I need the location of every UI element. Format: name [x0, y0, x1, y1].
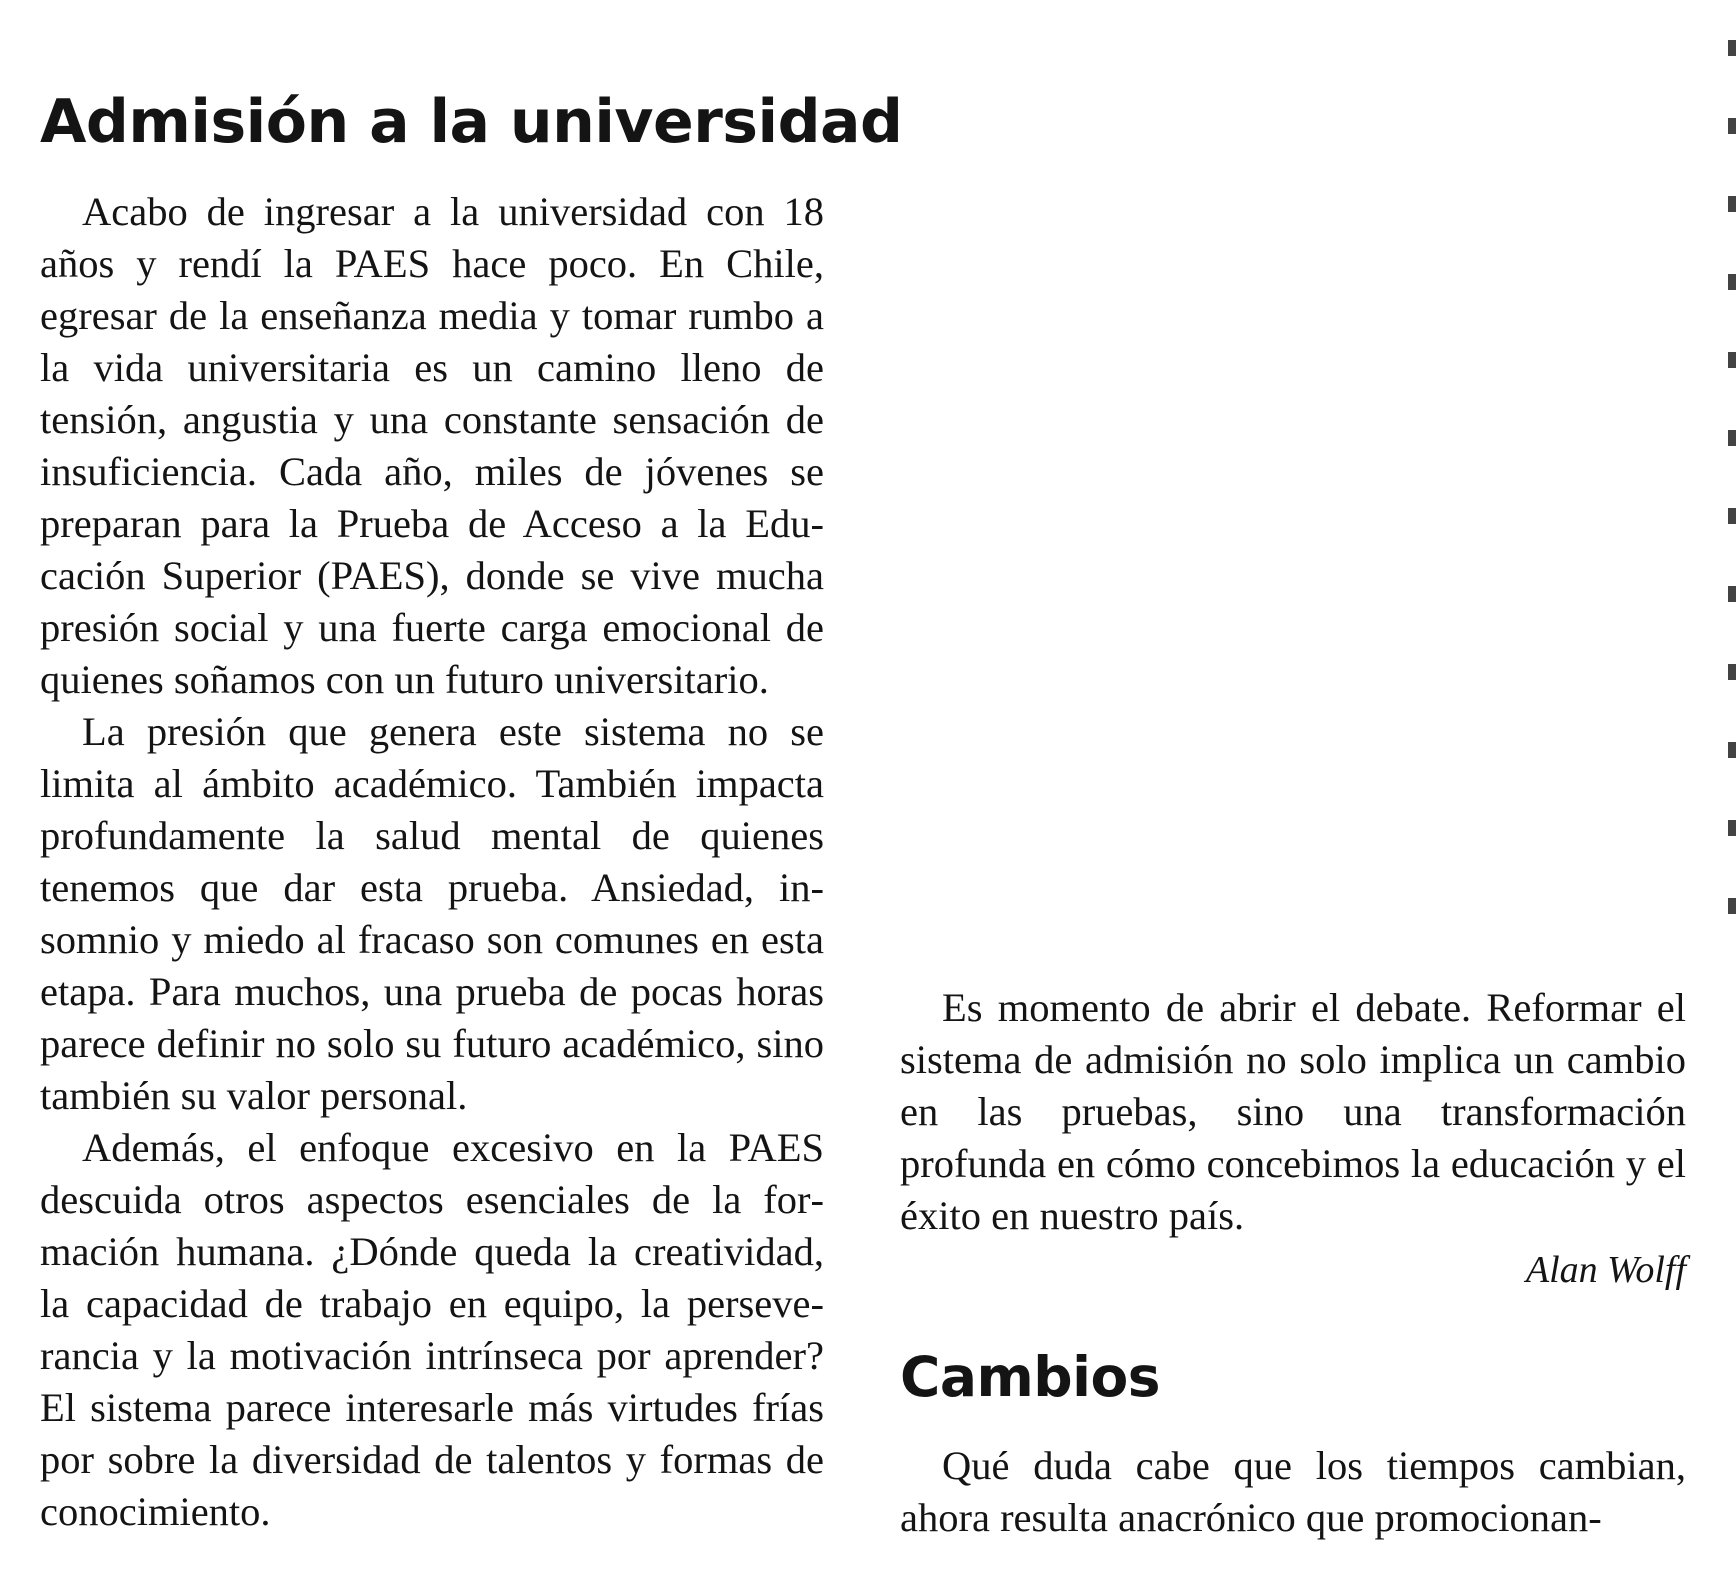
article-paragraph: La presión que genera este sistema no se limita al ámbito académico. También impacta profundamente la salud mental de quienes tenemos que dar esta prueba. Ansiedad, insomnio y miedo al fracaso son comunes en esta etapa. Para muchos, una prueba de pocas horas parece definir no solo su futuro académico, sino también su valor personal. — [40, 709, 824, 1118]
adjacent-column-edge — [1728, 0, 1736, 920]
article-paragraph: Es momento de abrir el debate. Reformar el sistema de admisión no solo implica un cambio en las pruebas, sino una transformación profunda en cómo concebimos la educación y el éxito en nuestro país. — [900, 985, 1686, 1238]
article-title-admision: Admisión a la universidad — [40, 87, 903, 157]
article-paragraph: Acabo de ingresar a la universidad con 18 años y rendí la PAES hace poco. En Chile, egresar de la enseñanza media y tomar rumbo a la vida universitaria es un camino lleno de tensión, angustia y una constante sensación de insuficiencia. Cada año, miles de jóvenes se preparan para la Prueba de Acceso a la Educación Superior (PAES), donde se vive mucha presión social y una fuerte carga emocional de quienes soñamos con un futuro universitario. — [40, 189, 824, 702]
article-title-cambios: Cambios — [900, 1345, 1161, 1409]
article-body-column-left — [40, 186, 824, 1538]
article-body-cambios — [900, 1440, 1686, 1544]
article-paragraph: Qué duda cabe que los tiempos cambian, ahora resulta anacrónico que promocionan- — [900, 1443, 1686, 1540]
author-signature: Alan Wolff — [1525, 1249, 1686, 1291]
article-paragraph: Además, el enfoque excesivo en la PAES descuida otros aspectos esenciales de la formación humana. ¿Dónde queda la creatividad, la capacidad de trabajo en equipo, la perseverancia y la motivación intrínseca por aprender? El sistema parece interesarle más virtudes frías por sobre la diversidad de talentos y formas de conocimiento. — [40, 1125, 824, 1534]
article-body-column-right — [900, 982, 1686, 1242]
